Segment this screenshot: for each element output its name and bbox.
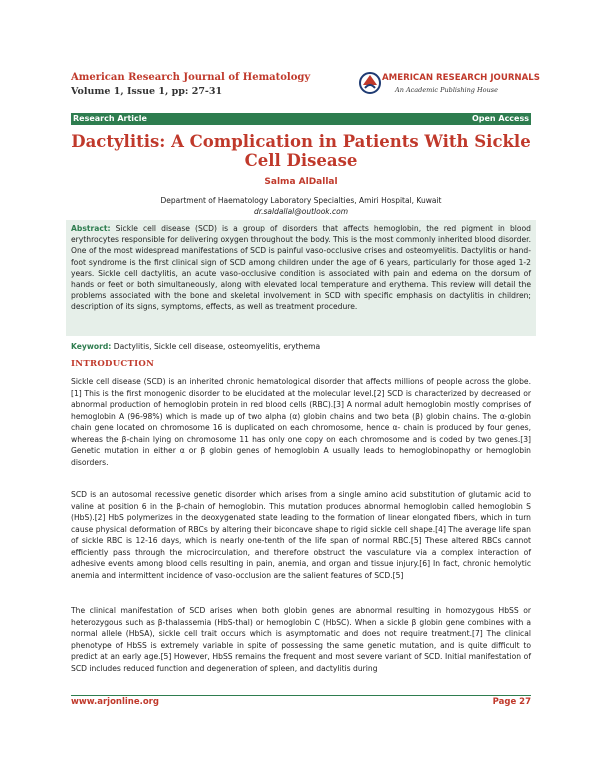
journal-name: American Research Journal of Hematology [71, 72, 311, 83]
abstract-box [66, 220, 536, 336]
author-email[interactable]: dr.saldallal@outlook.com [253, 207, 349, 216]
article-type-banner [71, 113, 531, 125]
body-paragraph: Sickle cell disease (SCD) is an inherited chronic hematological disorder that affects millions of people across the globe.[1] This is the first monogenic disorder to be elucidated at the molecular level.[2] SCD is characterized by decreased or abnormal production of hemoglobin protein in red blood cells (RBC).[3] A normal adult hemoglobin mostly comprises of hemoglobin A (96-98%) which is made up of two alpha (α) globin chains and two beta (β) globin chains. The α-globin chain gene located on chromosome 16 is duplicated on each chromosome, hence α- chain is produced by four genes, whereas the β-chain lying on chromosome 11 has only one copy on each chromosome and is coded by two genes.[3] Genetic mutation in either α or β globin genes of hemoglobin A usually leads to hemoglobinopathy or hemoglobin disorders. [71, 377, 531, 467]
footer-divider [71, 695, 531, 696]
page-number: Page 27 [492, 697, 531, 707]
abstract-label: Abstract: [71, 224, 111, 233]
publisher-name: AMERICAN RESEARCH JOURNALS [382, 73, 540, 83]
abstract-text: Sickle cell disease (SCD) is a group of disorders that affects hemoglobin, the red pigment in blood erythrocytes responsible for delivering oxygen throughout the body. This is the most commonly inherited blood disorder. One of the most widespread manifestations of SCD is painful vaso-occlusive crises and osteomyelitis. Dactylitis or hand-foot syndrome is the first clinical sign of SCD among children under the age of 6 years, particularly for those aged 1-2 years. Sickle cell dactylitis, an acute vaso-occlusive condition is associated with pain and edema on the dorsum of hands or feet or both simultaneously, along with elevated local temperature and erythema. This review will detail the problems associated with the bone and skeletal involvement in SCD with specific emphasis on dactylitis in children; description of its signs, symptoms, effects, as well as treatment procedure. [71, 224, 531, 312]
access-type: Open Access [471, 114, 529, 123]
author-name: Salma AlDallal [264, 177, 338, 187]
body-paragraph: SCD is an autosomal recessive genetic disorder which arises from a single amino acid substitution of glutamic acid to valine at position 6 in the β-chain of hemoglobin. This mutation produces abnormal hemoglobin called hemoglobin S (HbS).[2] HbS polymerizes in the deoxygenated state leading to the formation of linear elongated fibers, which in turn cause physical deformation of RBCs by altering their biconcave shape to rigid sickle cell shape.[4] The average life span of sickle RBC is 12-16 days, which is nearly one-tenth of the life span of normal RBC.[5] These altered RBCs cannot efficiently pass through the microcirculation, and therefore obstruct the vasculature via a complex interaction of adhesive events among blood cells resulting in pain, anemia, and organ and tissue injury.[6] In fact, chronic hemolytic anemia and intermittent incidence of vaso-occlusion are the salient features of SCD.[5] [71, 490, 531, 580]
keywords-label: Keyword: [71, 342, 112, 351]
keywords [71, 342, 531, 351]
keywords-text: Dactylitis, Sickle cell disease, osteomyelitis, erythema [113, 342, 321, 351]
footer-website[interactable]: www.arjonline.org [71, 697, 159, 707]
article-type: Research Article [73, 114, 147, 123]
section-heading: INTRODUCTION [71, 359, 155, 369]
abstract-paragraph [71, 223, 531, 313]
author-affiliation: Department of Haematology Laboratory Specialties, Amiri Hospital, Kuwait [160, 196, 442, 205]
publisher-tagline: An Academic Publishing House [395, 86, 498, 94]
body-paragraph: The clinical manifestation of SCD arises when both globin genes are abnormal resulting in homozygous HbSS or heterozygous such as β-thalassemia (HbS-thal) or hemoglobin C (HbSC). When a sickle β globin gene combines with a normal allele (HbSA), sickle cell trait occurs which is asymptomatic and does not require treatment.[7] The clinical phenotype of HbSS is extremely variable in spite of possessing the same genetic mutation, and is quite difficult to predict at an early age.[5] However, HbSS remains the frequent and most severe variant of SCD. Initial manifestation of SCD includes reduced function and degeneration of spleen, and dactylitis during [71, 606, 531, 673]
article-title: Dactylitis: A Complication in Patients With Sickle Cell Disease [71, 132, 531, 170]
journal-volume: Volume 1, Issue 1, pp: 27-31 [71, 86, 223, 97]
